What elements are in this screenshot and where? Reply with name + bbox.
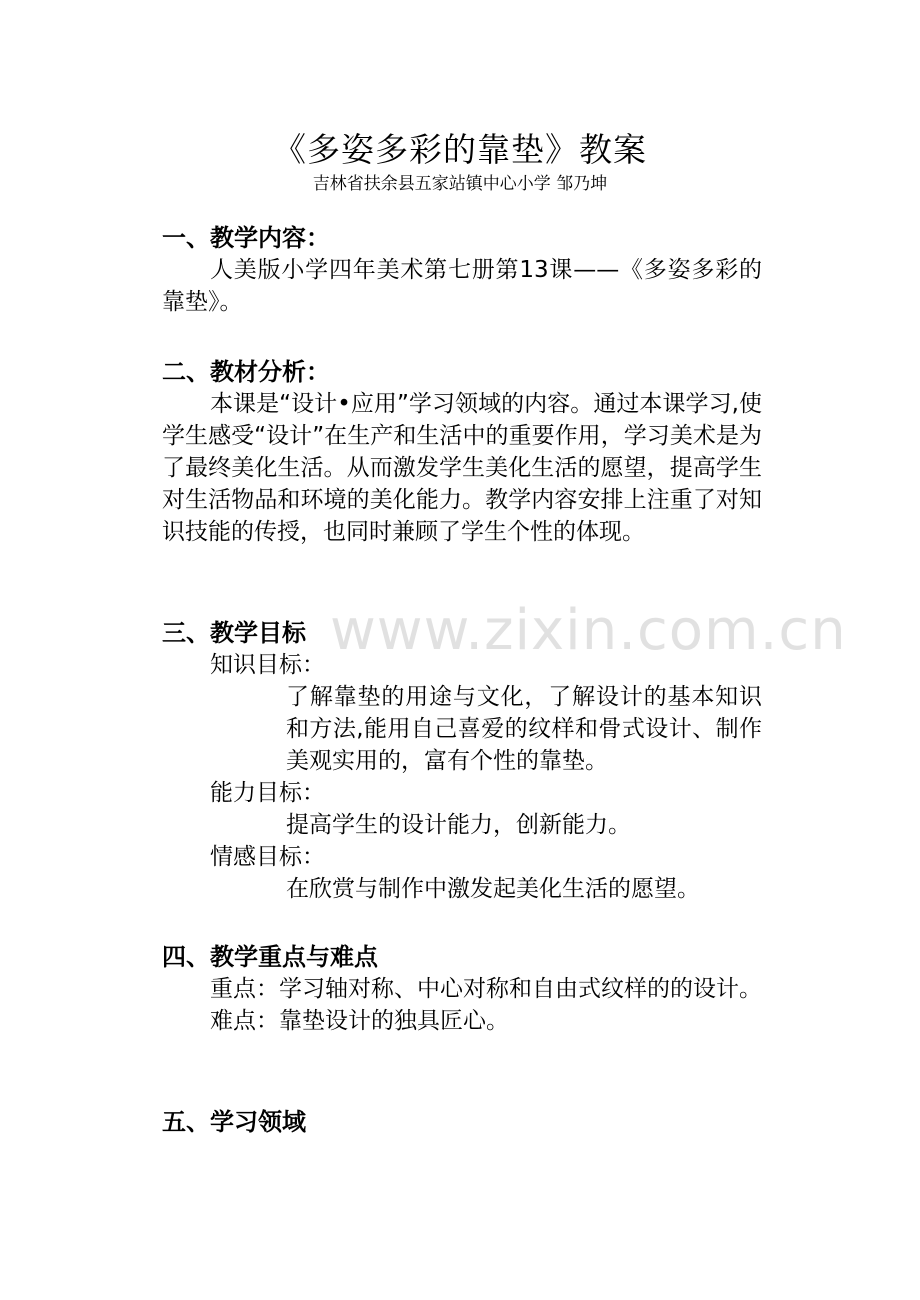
section-key-points (162, 941, 762, 1037)
goal-text-knowledge: 了解靠垫的用途与文化，了解设计的基本知识和方法,能用自己喜爱的纹样和骨式设计、制作美观实用的，富有个性的靠垫。 (286, 684, 762, 774)
section-heading: 五、学习领域 (162, 1108, 306, 1136)
section-heading: 四、教学重点与难点 (162, 943, 378, 971)
section-heading: 二、教材分析： (162, 358, 330, 386)
goal-text-ability: 提高学生的设计能力，创新能力。 (286, 812, 631, 838)
document-title: 《多姿多彩的靠垫》教案 (273, 130, 647, 169)
key-point-text: 重点：学习轴对称、中心对称和自由式纹样的的设计。 (210, 976, 762, 1002)
section-heading: 三、教学目标 (162, 619, 306, 647)
watermark: www.zixin.com.cn (330, 598, 847, 663)
section-body: 本课是“设计•应用”学习领域的内容。通过本课学习,使学生感受“设计”在生产和生活中的重要作用，学习美术是为了最终美化生活。从而激发学生美化生活的愿望，提高学生对生活物品和环境的美化能力。教学内容安排上注重了对知识技能的传授，也同时兼顾了学生个性的体现。 (162, 391, 762, 545)
difficulty-text: 难点：靠垫设计的独具匠心。 (210, 1008, 509, 1034)
goal-label-emotion: 情感目标： (210, 844, 325, 870)
goal-text-emotion: 在欣赏与制作中激发起美化生活的愿望。 (286, 876, 700, 902)
section-heading: 一、教学内容： (162, 224, 330, 252)
section-learning-field (162, 1106, 762, 1138)
section-teaching-content (162, 222, 762, 318)
goal-label-knowledge: 知识目标： (210, 652, 325, 678)
author-line: 吉林省扶余县五家站镇中心小学 邹乃坤 (312, 174, 608, 194)
section-material-analysis (162, 356, 762, 548)
goal-label-ability: 能力目标： (210, 780, 325, 806)
section-body: 人美版小学四年美术第七册第13课——《多姿多彩的靠垫》。 (162, 257, 762, 315)
